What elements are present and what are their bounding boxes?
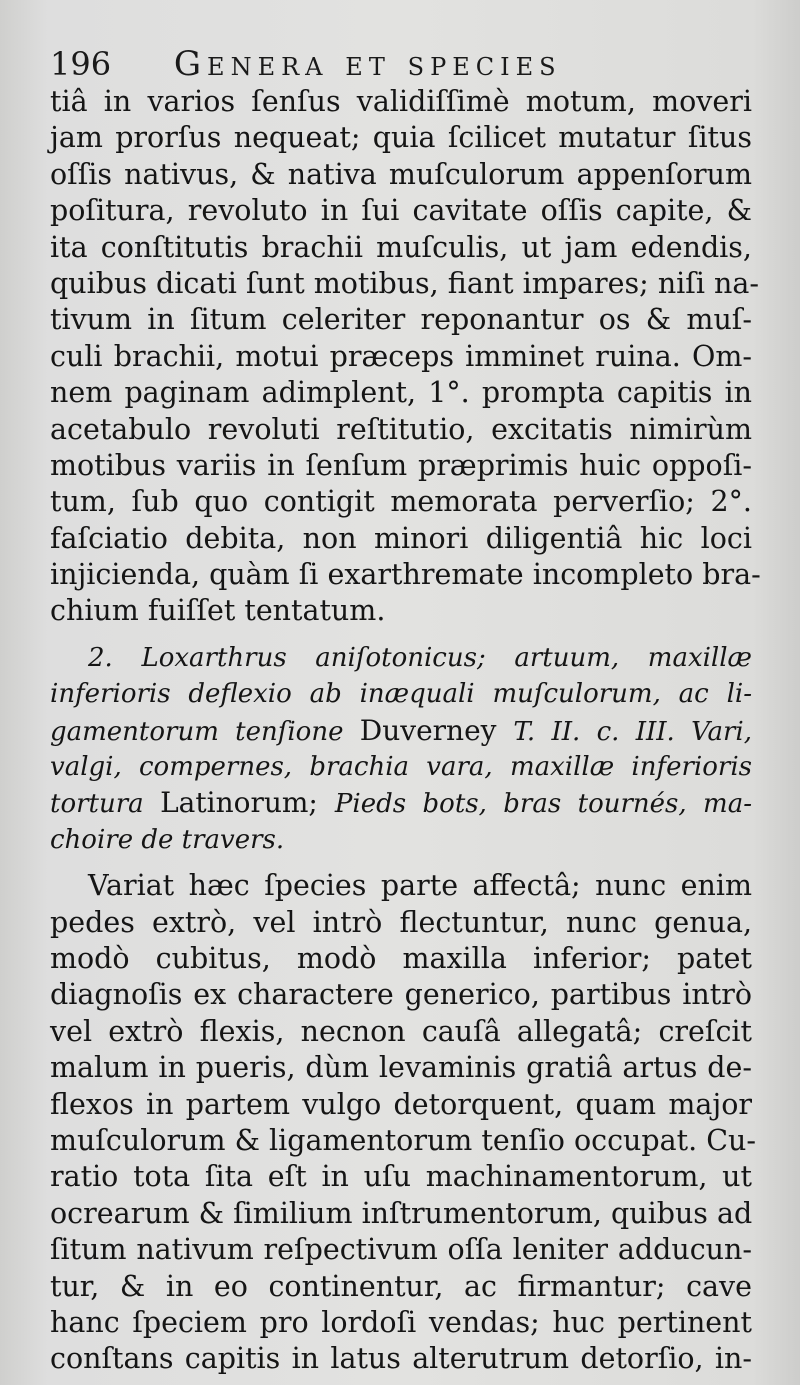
text-line: culi brachii, motui præceps imminet ruina. Om- xyxy=(50,339,752,373)
paragraph-2 xyxy=(50,868,756,1377)
text-line: poſitura, revoluto in ſui cavitate oſſis capite, & xyxy=(50,194,752,228)
text-line: ocrearum & ſimilium inſtrumentorum, quibus ad xyxy=(50,1196,753,1230)
text-line: vel extrò flexis, necnon cauſâ allegatâ; creſcit xyxy=(50,1014,752,1048)
note-heading: 2. Loxarthrus aniſotonicus; artuum, maxillæ xyxy=(88,642,752,673)
text-line: modò cubitus, modò maxilla inferior; patet xyxy=(50,941,752,975)
text-line: diagnoſis ex charactere generico, partibus intrò xyxy=(50,978,752,1012)
text-line: conſtans capitis in latus alterutrum detorſio, in- xyxy=(50,1342,752,1376)
note-author: Duverney xyxy=(359,713,514,747)
text-line: faſciatio debita, non minori diligentiâ hic loci xyxy=(50,521,752,555)
note-line xyxy=(50,785,752,821)
text-line: jam prorſus nequeat; quia ſcilicet mutatur ſitus xyxy=(50,121,752,155)
text-line: nem paginam adimplent, 1°. prompta capitis in xyxy=(50,376,752,410)
note-line xyxy=(50,713,752,749)
text-line: tivum in ſitum celeriter reponantur os & muſ- xyxy=(50,303,752,337)
note-roman-text: Latinorum; xyxy=(160,786,335,820)
running-title: Genera et species xyxy=(173,44,562,84)
text-line: ita conſtitutis brachii muſculis, ut jam edendis, xyxy=(50,230,752,264)
text-line: ratio tota ſita eſt in uſu machinamentorum, ut xyxy=(50,1160,752,1194)
text-line: Variat hæc ſpecies parte affectâ; nunc enim xyxy=(88,869,752,903)
text-line: motibus variis in ſenſum præprimis huic oppoſi- xyxy=(50,448,752,482)
text-line: flexos in partem vulgo detorquent, quam major xyxy=(50,1087,752,1121)
note-line xyxy=(50,749,752,785)
text-line: chium fuiſſet tentatum. xyxy=(50,594,386,628)
paragraph-gap xyxy=(50,630,752,640)
text-line: tiâ in varios ſenſus validiſſimè motum, moveri xyxy=(50,85,752,118)
text-line: ſitum nativum reſpectivum oſſa leniter adducun- xyxy=(50,1233,752,1267)
text-line: tum, ſub quo contigit memorata perverſio; 2°. xyxy=(50,485,752,519)
text-line: acetabulo revoluti reſtitutio, excitatis nimirùm xyxy=(50,412,752,446)
page-header xyxy=(50,44,562,84)
page-number: 196 xyxy=(50,45,112,83)
note-text: choire de travers. xyxy=(50,824,285,855)
paragraph-gap xyxy=(50,858,752,868)
text-line: malum in pueris, dùm levaminis gratiâ artus de- xyxy=(50,1051,752,1085)
note-line xyxy=(50,822,752,858)
species-note xyxy=(50,640,752,858)
note-text: valgi, compernes, brachia vara, maxillæ inferioris xyxy=(50,752,752,783)
note-text: inferioris deflexio ab inæquali muſculorum, ac li- xyxy=(50,679,752,710)
text-line: quibus dicati ſunt motibus, fiant impares; niſi na- xyxy=(50,266,759,300)
paragraph-1 xyxy=(50,84,761,630)
text-line: pedes extrò, vel intrò flectuntur, nunc genua, xyxy=(50,905,752,939)
note-text: tortura xyxy=(50,789,161,820)
text-line: tur, & in eo continentur, ac firmantur; cave xyxy=(50,1269,752,1303)
note-line xyxy=(50,640,752,676)
body-text xyxy=(50,84,761,1378)
note-reference: T. II. c. III. Vari, xyxy=(513,716,753,747)
note-line xyxy=(50,676,752,712)
text-line: muſculorum & ligamentorum tenſio occupat. Cu- xyxy=(50,1123,756,1157)
text-line: hanc ſpeciem pro lordoſi vendas; huc pertinent xyxy=(50,1305,752,1339)
text-line: oſſis nativus, & nativa muſculorum appenſorum xyxy=(50,157,752,191)
note-text: Pieds bots, bras tournés, ma- xyxy=(334,789,753,820)
text-line: injicienda, quàm ſi exarthremate incompleto bra- xyxy=(50,558,761,592)
note-text: gamentorum tenſione xyxy=(50,716,360,747)
